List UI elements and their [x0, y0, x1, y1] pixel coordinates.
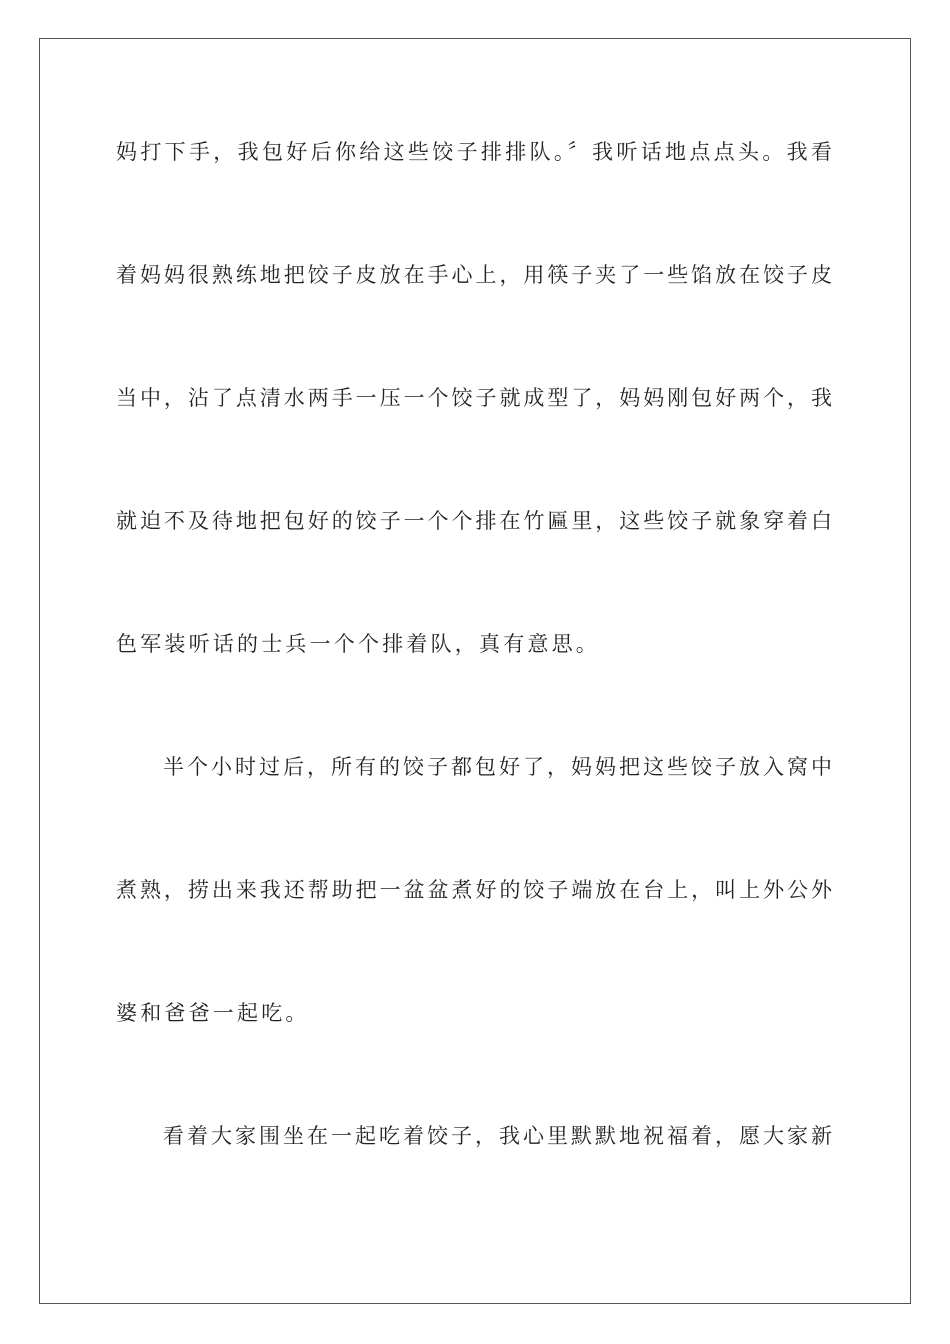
- paragraph-first-line: 看着大家围坐在一起吃着饺子，我心里默默地祝福着，愿大家新: [163, 1124, 832, 1148]
- text-line: 煮熟，捞出来我还帮助把一盆盆煮好的饺子端放在台上，叫上外公外: [116, 878, 832, 902]
- paragraph-first-line: 半个小时过后，所有的饺子都包好了，妈妈把这些饺子放入窝中: [163, 755, 832, 779]
- text-line: 婆和爸爸一起吃。: [116, 1001, 310, 1025]
- text-line: 着妈妈很熟练地把饺子皮放在手心上，用筷子夹了一些馅放在饺子皮: [116, 263, 832, 287]
- text-line: 妈打下手，我包好后你给这些饺子排排队。〞我听话地点点头。我看: [116, 140, 832, 164]
- text-line: 就迫不及待地把包好的饺子一个个排在竹匾里，这些饺子就象穿着白: [116, 509, 832, 533]
- text-line: 当中，沾了点清水两手一压一个饺子就成型了，妈妈刚包好两个，我: [116, 386, 832, 410]
- text-line: 色军装听话的士兵一个个排着队，真有意思。: [116, 632, 600, 656]
- page-border: [39, 38, 911, 1304]
